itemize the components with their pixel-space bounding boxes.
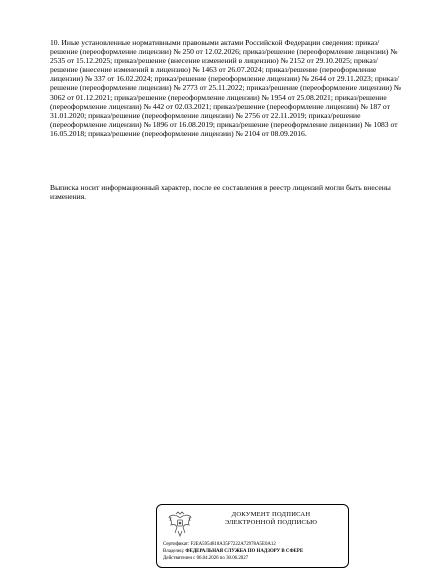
owner-label: Владелец:: [163, 549, 185, 554]
paragraph-disclaimer: Выписка носит информационный характер, после ее составления в реестр лицензий могли быть внесены изменения.: [50, 183, 391, 202]
certificate-row: [163, 542, 349, 548]
owner-value: ФЕДЕРАЛЬНАЯ СЛУЖБА ПО НАДЗОРУ В СФЕРЕ: [185, 549, 304, 554]
russian-coat-of-arms-icon: [165, 509, 195, 539]
validity-row: Действителен с 06.04.2026 по 30.06.2027: [163, 556, 249, 561]
electronic-signature-stamp: [156, 504, 349, 568]
paragraph-other-information: 10. Иные установленные нормативными правовыми актами Российской Федерации сведения: приказ/решение (переоформление лицензии) № 250 от 12.02.2026; приказ/решение (переоформление лицензии) № 2535 от 15.12.2025; приказ/решение (внесение изменений в лицензию) № 2152 от 29.10.2025; приказ/решение (внесение изменений в лицензию) № 1463 от 26.07.2024; приказ/решение (переоформление лицензии) № 337 от 16.02.2024; приказ/решение (переоформление лицензии) № 2644 от 29.11.2023; приказ/решение (переоформление лицензии) № 2773 от 25.11.2022; приказ/решение (переоформление лицензии) № 3062 от 01.12.2021; приказ/решение (переоформление лицензии) № 1954 от 25.08.2021; приказ/решение (переоформление лицензии) № 442 от 02.03.2021; приказ/решение (переоформление лицензии) № 187 от 31.01.2020; приказ/решение (переоформление лицензии) № 2756 от 22.11.2019; приказ/решение (переоформление лицензии) № 1896 от 16.08.2019; приказ/решение (переоформление лицензии) № 1083 от 16.05.2018; приказ/решение (переоформление лицензии) № 2104 от 08.09.2016.: [50, 38, 402, 138]
owner-row: [163, 549, 349, 555]
certificate-label: Сертификат:: [163, 542, 190, 547]
stamp-title: [201, 511, 341, 527]
stamp-title-line-2: ЭЛЕКТРОННОЙ ПОДПИСЬЮ: [224, 519, 318, 526]
stamp-title-line-1: ДОКУМЕНТ ПОДПИСАН: [231, 511, 311, 518]
certificate-value: F2EA5954818A35F7222A72978A5E0A12: [190, 542, 276, 547]
